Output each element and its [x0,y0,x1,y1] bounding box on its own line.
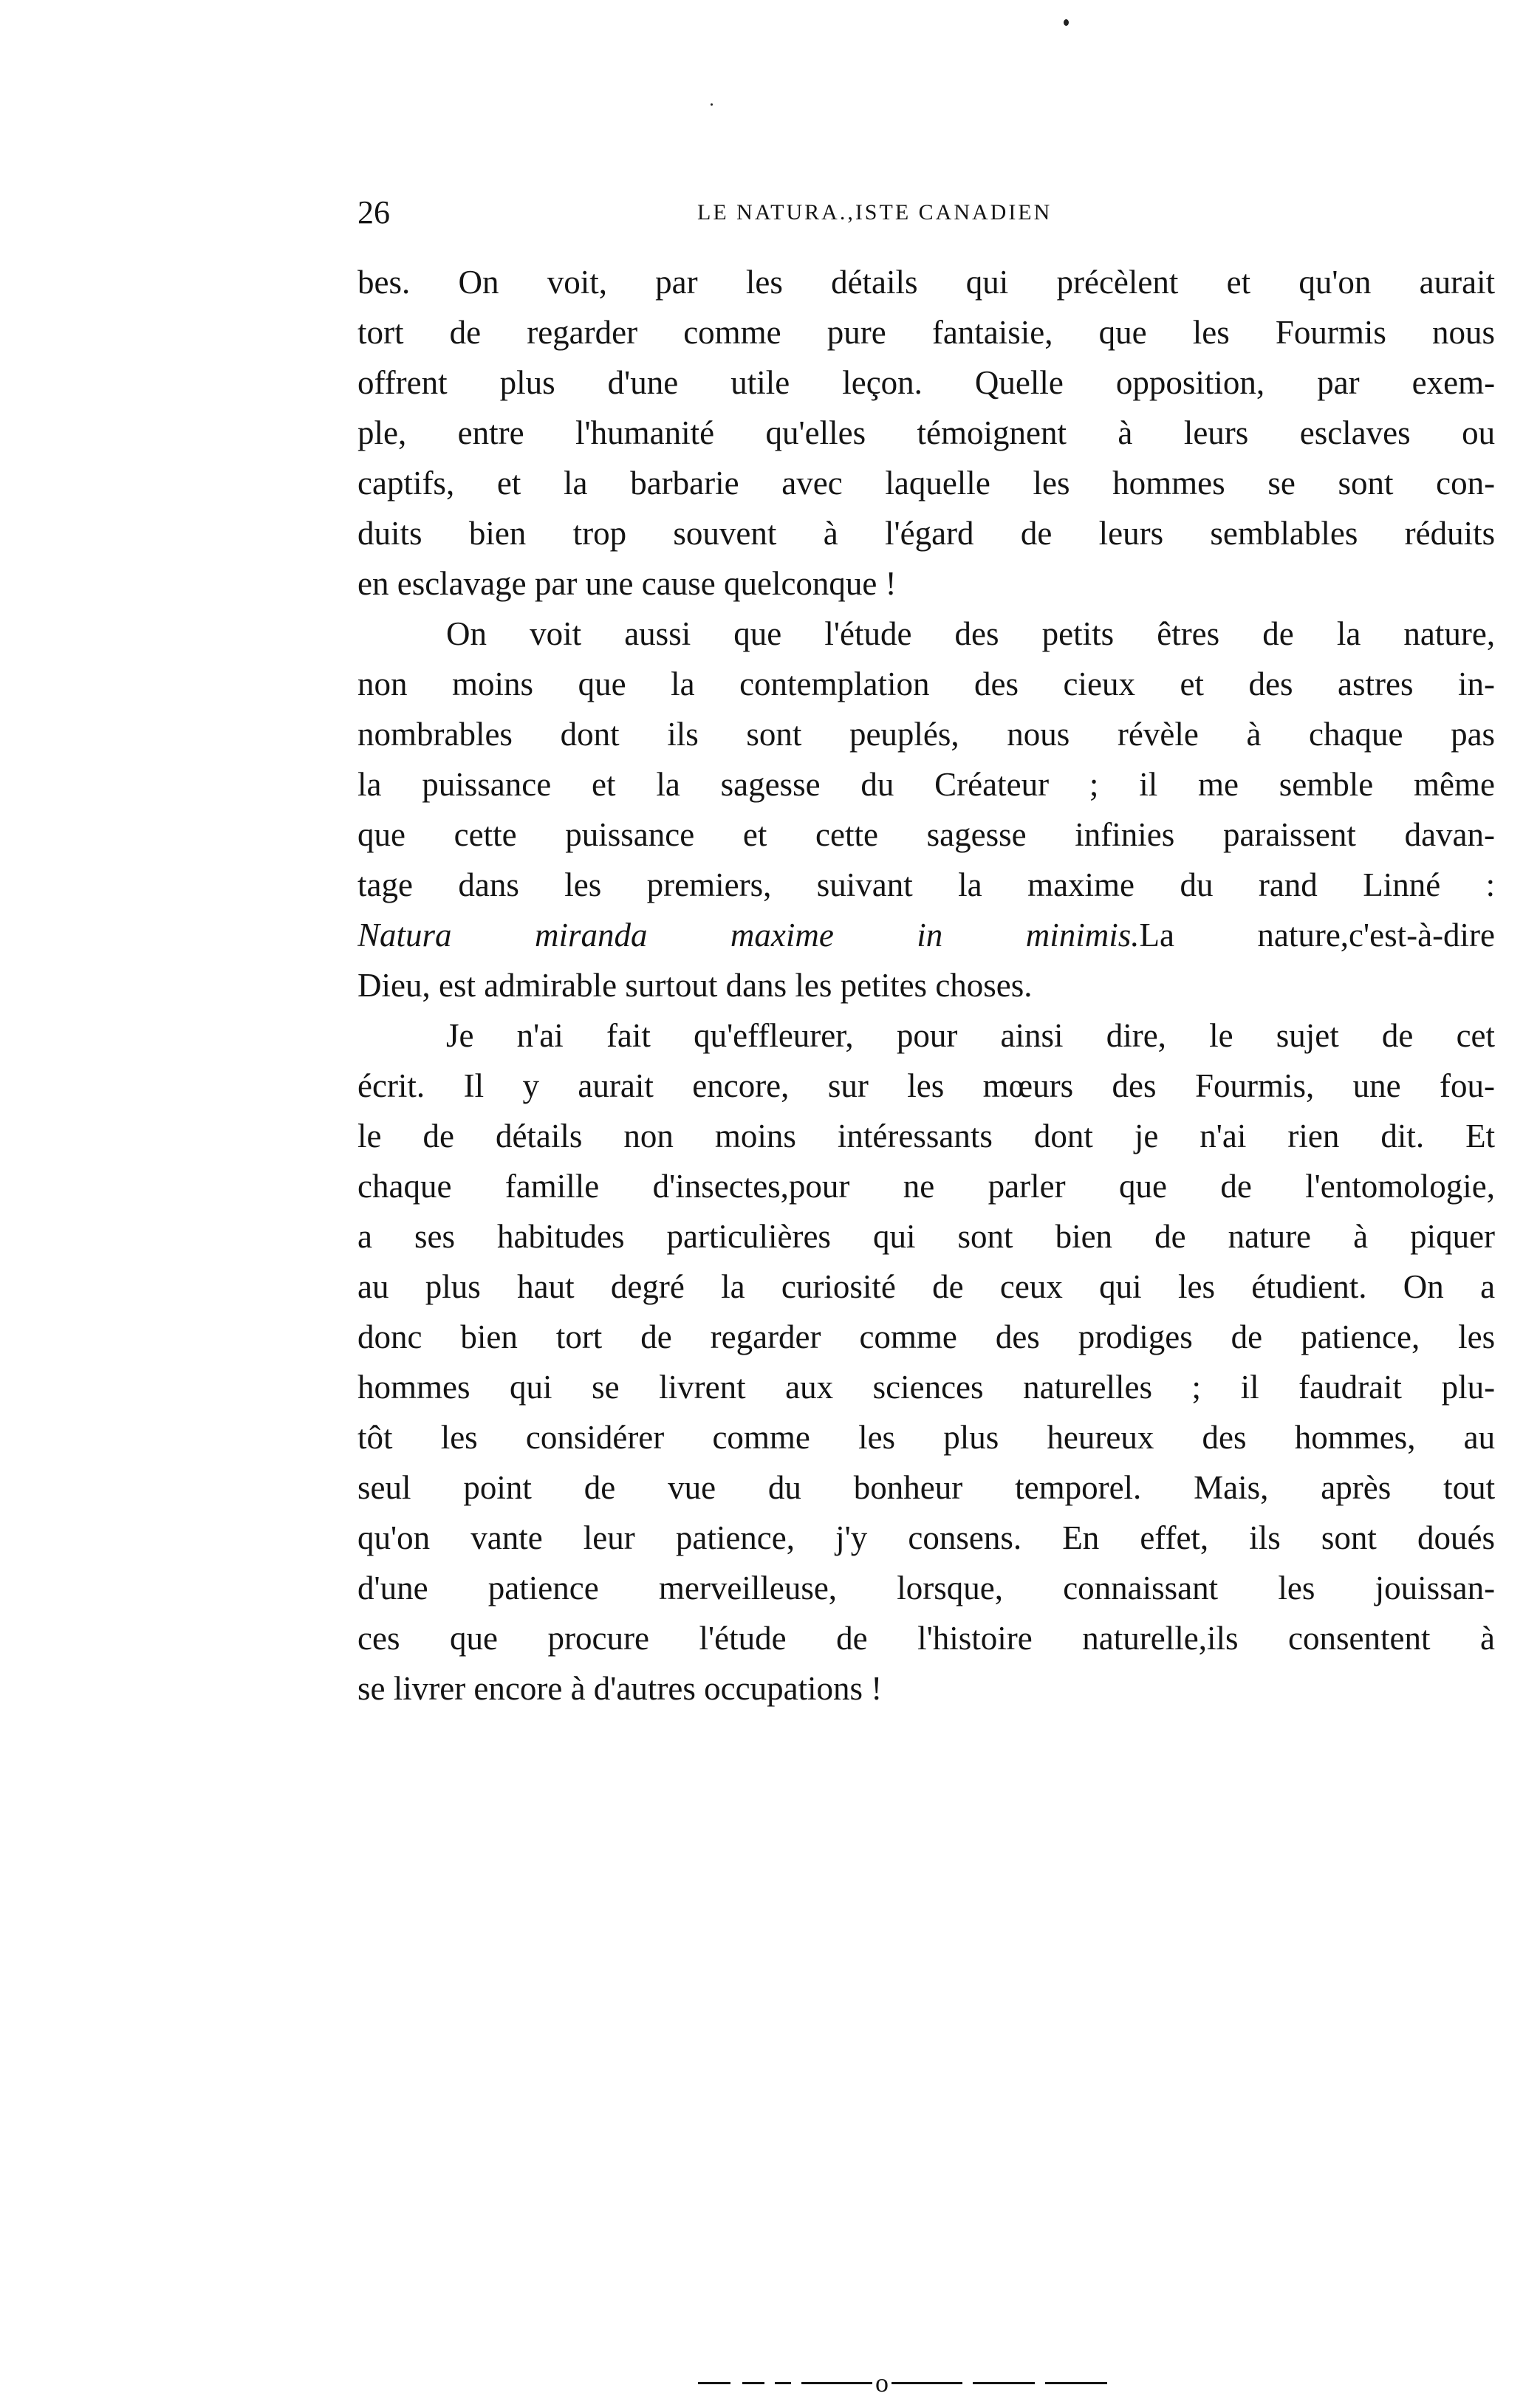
divider-dash [1045,2382,1107,2384]
text-line [357,960,1495,1010]
text-line [357,1211,1495,1262]
section-divider [698,2367,1149,2399]
text-line [357,1412,1495,1462]
divider-ornament: o [875,2368,889,2398]
divider-dash [973,2382,1035,2384]
paragraph [357,257,1495,609]
text-line [357,810,1495,860]
print-speck [711,103,713,106]
text-segment: que cette puissance et cette sagesse infinies paraissent davan- [357,816,1495,853]
paragraph [357,1010,1495,1714]
text-segment: d'une patience merveilleuse, lorsque, connaissant les jouissan- [357,1570,1495,1606]
text-segment: non moins que la contemplation des cieux et des astres in- [357,665,1495,702]
divider-dash [698,2382,730,2384]
divider-dash [742,2382,764,2384]
text-line [357,910,1495,960]
text-segment: a ses habitudes particulières qui sont bien de nature à piquer [357,1218,1495,1255]
print-speck [1064,19,1069,26]
text-line [357,860,1495,910]
text-segment: écrit. Il y aurait encore, sur les mœurs des Fourmis, une fou- [357,1067,1495,1104]
divider-dash [775,2382,791,2384]
text-line [357,508,1495,558]
text-line [357,1010,1495,1061]
paragraph [357,609,1495,1010]
text-line [357,1111,1495,1161]
text-segment: chaque famille d'insectes,pour ne parler que de l'entomologie, [357,1168,1495,1205]
text-segment: nombrables dont ils sont peuplés, nous révèle à chaque pas [357,716,1495,753]
text-segment: tôt les considérer comme les plus heureux des hommes, au [357,1419,1495,1456]
text-segment: ces que procure l'étude de l'histoire naturelle,ils consentent à [357,1620,1495,1657]
text-line [357,1663,1495,1714]
text-segment: Je n'ai fait qu'effleurer, pour ainsi dire, le sujet de cet [446,1017,1495,1054]
text-segment: se livrer encore à d'autres occupations ! [357,1670,883,1707]
text-segment: la puissance et la sagesse du Créateur ; il me semble même [357,766,1495,803]
text-line [357,307,1495,357]
text-segment: ple, entre l'humanité qu'elles témoignent à leurs esclaves ou [357,414,1495,451]
text-segment: en esclavage par une cause quelconque ! [357,565,897,602]
text-line [357,1462,1495,1513]
text-line [357,759,1495,810]
text-segment: tort de regarder comme pure fantaisie, que les Fourmis nous [357,314,1495,351]
text-line [357,357,1495,408]
text-segment: qu'on vante leur patience, j'y consens. En effet, ils sont doués [357,1519,1495,1556]
italic-quote: Natura miranda maxime in minimis. [357,917,1140,954]
divider-dash [801,2382,872,2384]
text-line [357,1613,1495,1663]
text-segment: duits bien trop souvent à l'égard de leurs semblables réduits [357,515,1495,552]
text-segment: captifs, et la barbarie avec laquelle les hommes se sont con- [357,465,1495,502]
text-line [357,1362,1495,1412]
text-segment: La nature,c'est-à-dire [1139,917,1495,954]
text-line [357,609,1495,659]
text-segment: au plus haut degré la curiosité de ceux qui les étudient. On a [357,1268,1495,1305]
text-segment: le de détails non moins intéressants dont je n'ai rien dit. Et [357,1118,1495,1154]
text-line [357,458,1495,508]
text-segment: hommes qui se livrent aux sciences naturelles ; il faudrait plu- [357,1369,1495,1406]
text-segment: donc bien tort de regarder comme des prodiges de patience, les [357,1318,1495,1355]
text-line [357,1061,1495,1111]
text-segment: tage dans les premiers, suivant la maxime du rand Linné : [357,866,1495,903]
text-line [357,1161,1495,1211]
text-segment: offrent plus d'une utile leçon. Quelle opposition, par exem- [357,364,1495,401]
text-line [357,1563,1495,1613]
body-text [357,257,1495,1714]
text-line [357,1312,1495,1362]
text-line [357,257,1495,307]
running-head: LE NATURA.,ISTE CANADIEN [697,200,1053,225]
text-line [357,1513,1495,1563]
text-line [357,408,1495,458]
text-segment: Dieu, est admirable surtout dans les petites choses. [357,967,1033,1004]
text-segment: On voit aussi que l'étude des petits êtres de la nature, [446,615,1495,652]
text-line [357,1262,1495,1312]
text-line [357,709,1495,759]
text-segment: seul point de vue du bonheur temporel. Mais, après tout [357,1469,1495,1506]
text-line [357,558,1495,609]
text-line [357,659,1495,709]
text-segment: bes. On voit, par les détails qui précèlent et qu'on aurait [357,264,1495,301]
page-header [357,191,1495,235]
divider-dash [892,2382,962,2384]
page-number: 26 [357,194,390,230]
